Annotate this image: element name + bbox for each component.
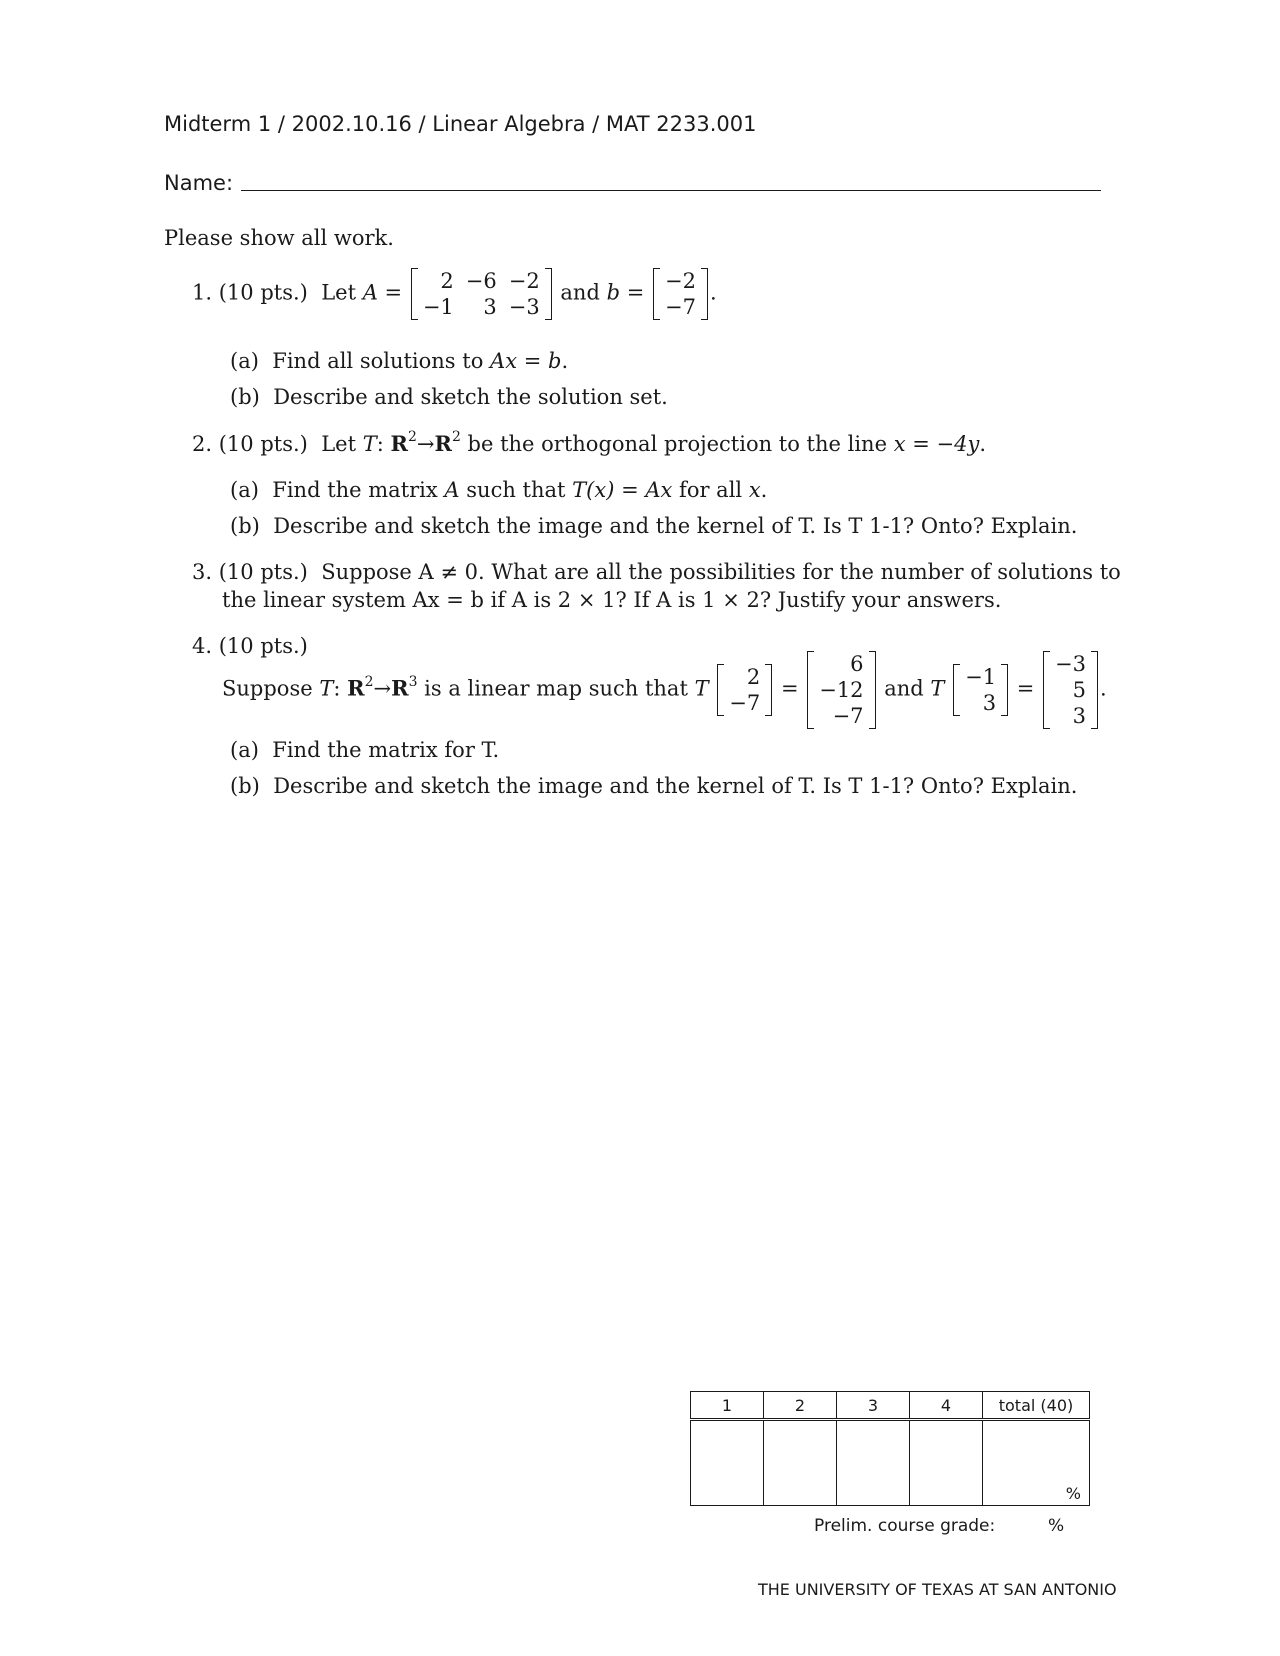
problem-1: 1. (10 pts.) Let A = 2 −1 −6 3 −2 −3 and b = −2 −7 .	[192, 269, 717, 319]
exam-header: Midterm 1 / 2002.10.16 / Linear Algebra / MAT 2233.001	[164, 112, 757, 136]
vector-b: −2 −7	[653, 268, 708, 320]
score-cell-total[interactable]	[983, 1420, 1090, 1506]
prelim-grade-label: Prelim. course grade:	[814, 1516, 996, 1536]
score-cell-3[interactable]	[837, 1420, 910, 1506]
problem-3: 3. (10 pts.) Suppose A ≠ 0. What are all the possibilities for the number of solutions to	[192, 560, 1121, 584]
vector-v1: 2 −7	[717, 664, 772, 716]
prelim-grade-percent: %	[1048, 1516, 1065, 1536]
problem-1a: (a) Find all solutions to Ax = b.	[230, 349, 569, 373]
problem-2b: (b) Describe and sketch the image and the kernel of T. Is T 1-1? Onto? Explain.	[230, 514, 1078, 538]
problem-1-number: 1.	[192, 280, 213, 305]
matrix-a: 2 −1 −6 3 −2 −3	[411, 268, 552, 320]
score-cell-1[interactable]	[691, 1420, 764, 1506]
name-label: Name:	[164, 171, 234, 195]
vector-tv1: 6 −12 −7	[807, 651, 875, 729]
total-percent-sign: %	[1065, 1484, 1081, 1503]
problem-4a: (a) Find the matrix for T.	[230, 738, 500, 762]
problem-2: 2. (10 pts.) Let T: $R^2\to R^2$ be the orthogonal projection to the line x = −4y.	[192, 429, 987, 456]
problem-1b: (b) Describe and sketch the solution set.	[230, 385, 668, 409]
problem-2a: (a) Find the matrix A such that T(x) = Ax for all x.	[230, 478, 768, 502]
name-input-line[interactable]	[241, 190, 1101, 191]
instructions: Please show all work.	[164, 226, 394, 250]
problem-1-points: (10 pts.)	[218, 280, 308, 305]
vector-v2: −1 3	[953, 664, 1008, 716]
score-cell-4[interactable]	[910, 1420, 983, 1506]
problem-4-statement: Suppose T: $R^2\to R^3$ is a linear map such that T 2 −7 = 6 −12 −7 and T −1 3 = −3 5 3 .	[222, 652, 1107, 728]
score-header-2: 2	[764, 1392, 837, 1420]
problem-4b: (b) Describe and sketch the image and the kernel of T. Is T 1-1? Onto? Explain.	[230, 774, 1078, 798]
score-header-4: 4	[910, 1392, 983, 1420]
problem-3-line2: the linear system Ax = b if A is 2 × 1? If A is 1 × 2? Justify your answers.	[222, 588, 1002, 612]
score-header-1: 1	[691, 1392, 764, 1420]
problem-4: 4. (10 pts.)	[192, 634, 308, 658]
score-table	[690, 1391, 1090, 1506]
score-cell-2[interactable]	[764, 1420, 837, 1506]
score-header-total: total (40)	[983, 1392, 1090, 1420]
score-header-3: 3	[837, 1392, 910, 1420]
vector-tv2: −3 5 3	[1043, 651, 1098, 729]
university-footer: THE UNIVERSITY OF TEXAS AT SAN ANTONIO	[758, 1580, 1117, 1599]
